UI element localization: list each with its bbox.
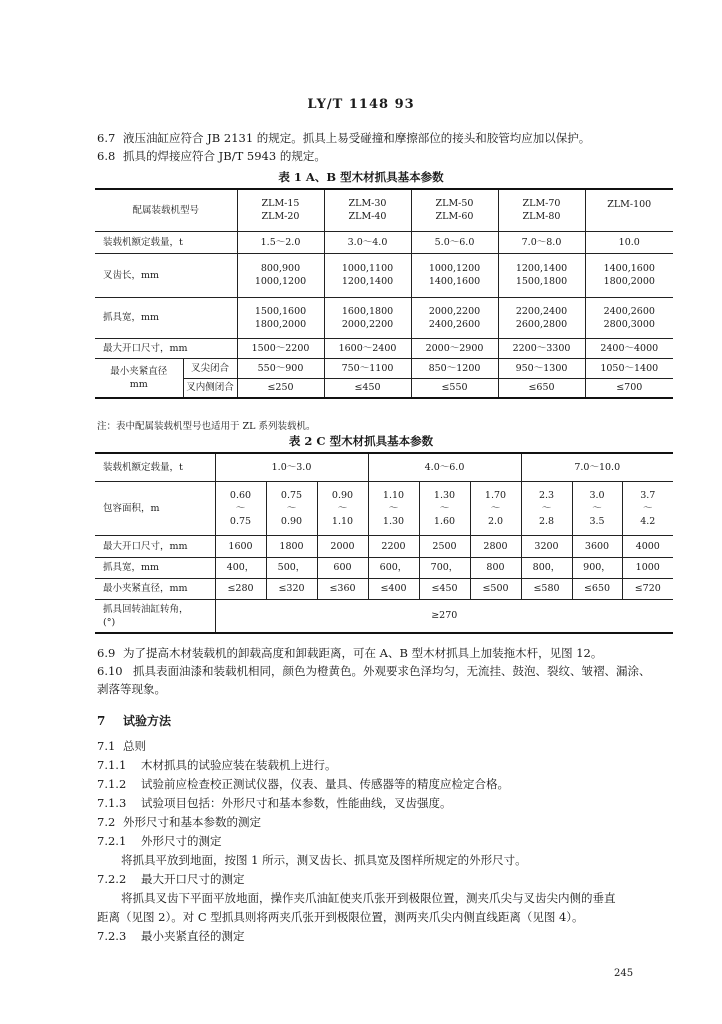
table1-model-5: ZLM-100	[585, 189, 673, 231]
document-header: LY/T 1148 93	[307, 97, 415, 112]
table-cell: ≤320	[266, 578, 317, 599]
table-cell: 900，	[572, 557, 622, 578]
table-cell: 1500～2200	[237, 338, 324, 358]
clause-number: 6.9	[97, 646, 116, 660]
table-cell: 3.0 ～ 3.5	[572, 481, 622, 535]
clause-7-2-1-body: 将抓具平放到地面，按图 1 所示，测叉齿长、抓具宽及图样所规定的外形尺寸。	[121, 853, 527, 867]
row-label: 装载机额定载量，t	[95, 231, 237, 253]
table-cell: 1200,1400 1500,1800	[498, 253, 585, 297]
table-cell: 7.0～10.0	[521, 453, 673, 481]
row-label: 最小夹紧直径，mm	[95, 578, 215, 599]
table1	[95, 188, 673, 399]
clamp-sublabel: 叉尖闭合	[183, 358, 237, 378]
table-cell: ≤450	[324, 378, 411, 398]
table-cell: ≤580	[521, 578, 572, 599]
table-cell: 800，	[521, 557, 572, 578]
table-cell: 1000,1100 1200,1400	[324, 253, 411, 297]
table-cell: 2200～3300	[498, 338, 585, 358]
table2	[95, 452, 673, 634]
table-cell: 1.5～2.0	[237, 231, 324, 253]
table-cell: 2000～2900	[411, 338, 498, 358]
table-cell: 10.0	[585, 231, 673, 253]
table-cell: 2200	[368, 535, 419, 557]
clause-text: 剥落等现象。	[97, 682, 166, 696]
table-cell: 0.75 ～ 0.90	[266, 481, 317, 535]
table-row	[95, 338, 673, 358]
table-cell: 600，	[368, 557, 419, 578]
table-row	[95, 453, 673, 481]
table-cell: ≤400	[368, 578, 419, 599]
table-cell: 3600	[572, 535, 622, 557]
table2-caption: 表 2 C 型木材抓具基本参数	[288, 434, 434, 448]
table-cell: 1600～2400	[324, 338, 411, 358]
table-cell: 800,900 1000,1200	[237, 253, 324, 297]
table-cell: 1.0～3.0	[215, 453, 368, 481]
table-cell: 2000	[317, 535, 368, 557]
table-cell: 1.70 ～ 2.0	[470, 481, 521, 535]
table-cell: 850～1200	[411, 358, 498, 378]
table-cell: 3.7 ～ 4.2	[622, 481, 673, 535]
clause-7-1-1: 7.1.1 木材抓具的试验应装在装载机上进行。	[97, 758, 337, 772]
table-cell: 3.0～4.0	[324, 231, 411, 253]
clause-6-8	[97, 148, 326, 165]
table-cell: ≤650	[572, 578, 622, 599]
clamp-sublabel: 叉内侧闭合	[183, 378, 237, 398]
table-row	[95, 253, 673, 297]
table-cell: ≤450	[419, 578, 470, 599]
clause-text: 为了提高木材装载机的卸载高度和卸载距离，可在 A、B 型木材抓具上加装拖木杆，见图 12。	[123, 646, 603, 660]
table-cell: ≤550	[411, 378, 498, 398]
table-cell: ≤280	[215, 578, 266, 599]
table-cell: 550～900	[237, 358, 324, 378]
table-cell: 4.0～6.0	[368, 453, 521, 481]
table-cell: 1000,1200 1400,1600	[411, 253, 498, 297]
table-cell: 1050～1400	[585, 358, 673, 378]
table1-note: 注：表中配属装载机型号也适用于 ZL 系列装载机。	[97, 421, 316, 432]
table-cell: 1400,1600 1800,2000	[585, 253, 673, 297]
page-number: 245	[614, 968, 634, 979]
row-label: 包容面积，m	[95, 481, 215, 535]
table-cell: 1500,1600 1800,2000	[237, 297, 324, 338]
clause-6-7	[97, 130, 590, 147]
clause-number: 6.8	[97, 149, 116, 163]
table-row	[95, 358, 673, 378]
clause-6-10-continuation	[97, 681, 166, 698]
row-label: 最大开口尺寸，mm	[95, 535, 215, 557]
clause-7-2-2: 7.2.2 最大开口尺寸的测定	[97, 872, 245, 886]
row-label: 抓具宽，mm	[95, 297, 237, 338]
table-row	[95, 231, 673, 253]
table-cell: ≤650	[498, 378, 585, 398]
clause-6-9	[97, 645, 602, 662]
table-cell: ≤720	[622, 578, 673, 599]
table-cell: 2200,2400 2600,2800	[498, 297, 585, 338]
table-row	[95, 535, 673, 557]
clause-7-1-3: 7.1.3 试验项目包括：外形尺寸和基本参数，性能曲线，叉齿强度。	[97, 796, 452, 810]
table-row	[95, 557, 673, 578]
table1-model-3: ZLM-50 ZLM-60	[411, 189, 498, 231]
clause-7-2-2-body-continuation: 距离（见图 2）。对 C 型抓具则将两夹爪张开到极限位置，测两夹爪尖内侧直线距离（见图 4）。	[97, 910, 584, 924]
table-cell: 950～1300	[498, 358, 585, 378]
table-cell: ≤700	[585, 378, 673, 398]
clause-6-10	[97, 663, 651, 680]
clause-number: 6.7	[97, 131, 116, 145]
table-cell: 2500	[419, 535, 470, 557]
table-cell: 7.0～8.0	[498, 231, 585, 253]
clause-7-1-2: 7.1.2 试验前应检查校正测试仪器，仪表、量具、传感器等的精度应检定合格。	[97, 777, 509, 791]
row-label: 抓具回转油缸转角， (°)	[95, 599, 215, 633]
table-cell: ≤250	[237, 378, 324, 398]
table-cell: 4000	[622, 535, 673, 557]
table-row	[95, 578, 673, 599]
section-7-title: 7 试验方法	[97, 714, 172, 728]
table1-caption: 表 1 A、B 型木材抓具基本参数	[278, 170, 444, 184]
row-label: 抓具宽，mm	[95, 557, 215, 578]
table-cell: 1000	[622, 557, 673, 578]
table-row	[95, 481, 673, 535]
table-cell: 2400,2600 2800,3000	[585, 297, 673, 338]
table-cell: 1.10 ～ 1.30	[368, 481, 419, 535]
clause-7-2-1: 7.2.1 外形尺寸的测定	[97, 834, 222, 848]
table1-model-2: ZLM-30 ZLM-40	[324, 189, 411, 231]
clamp-label: 最小夹紧直径 mm	[95, 358, 183, 398]
row-label: 叉齿长，mm	[95, 253, 237, 297]
table-cell: 1800	[266, 535, 317, 557]
table-cell: ≤500	[470, 578, 521, 599]
table-cell: 1600,1800 2000,2200	[324, 297, 411, 338]
table-cell: 2400～4000	[585, 338, 673, 358]
table-cell: 800	[470, 557, 521, 578]
table-cell: ≥270	[215, 599, 673, 633]
table-cell: 700，	[419, 557, 470, 578]
clause-text: 液压油缸应符合 JB 2131 的规定。抓具上易受碰撞和摩擦部位的接头和胶管均应加以保护。	[123, 131, 591, 145]
table-row	[95, 189, 673, 231]
table1-model-1: ZLM-15 ZLM-20	[237, 189, 324, 231]
table-row	[95, 297, 673, 338]
table-cell: 2000,2200 2400,2600	[411, 297, 498, 338]
row-label: 最大开口尺寸，mm	[95, 338, 237, 358]
clause-7-2-2-body: 将抓具叉齿下平面平放地面，操作夹爪油缸使夹爪张开到极限位置，测夹爪尖与叉齿尖内侧的垂直	[121, 891, 616, 905]
clause-7-2: 7.2 外形尺寸和基本参数的测定	[97, 815, 261, 829]
table-cell: 500，	[266, 557, 317, 578]
table-cell: 400，	[215, 557, 266, 578]
table-cell: 5.0～6.0	[411, 231, 498, 253]
table-cell: 600	[317, 557, 368, 578]
table-cell: 3200	[521, 535, 572, 557]
table-cell: 750～1100	[324, 358, 411, 378]
table-row	[95, 599, 673, 633]
table1-header-label: 配属装载机型号	[95, 189, 237, 231]
table-cell: 0.90 ～ 1.10	[317, 481, 368, 535]
table-cell: 1.30 ～ 1.60	[419, 481, 470, 535]
table-cell: 1600	[215, 535, 266, 557]
table-cell: 2.3 ～ 2.8	[521, 481, 572, 535]
clause-text: 抓具的焊接应符合 JB/T 5943 的规定。	[123, 149, 326, 163]
clause-text: 抓具表面油漆和装载机相同，颜色为橙黄色。外观要求色泽均匀，无流挂、鼓泡、裂纹、皱褶、漏涂、	[133, 664, 651, 678]
clause-7-2-3: 7.2.3 最小夹紧直径的测定	[97, 929, 245, 943]
row-label: 装载机额定载量，t	[95, 453, 215, 481]
clause-7-1: 7.1 总则	[97, 739, 146, 753]
table1-model-4: ZLM-70 ZLM-80	[498, 189, 585, 231]
clause-number: 6.10	[97, 664, 123, 678]
table-cell: ≤360	[317, 578, 368, 599]
table-cell: 0.60 ～ 0.75	[215, 481, 266, 535]
table-cell: 2800	[470, 535, 521, 557]
